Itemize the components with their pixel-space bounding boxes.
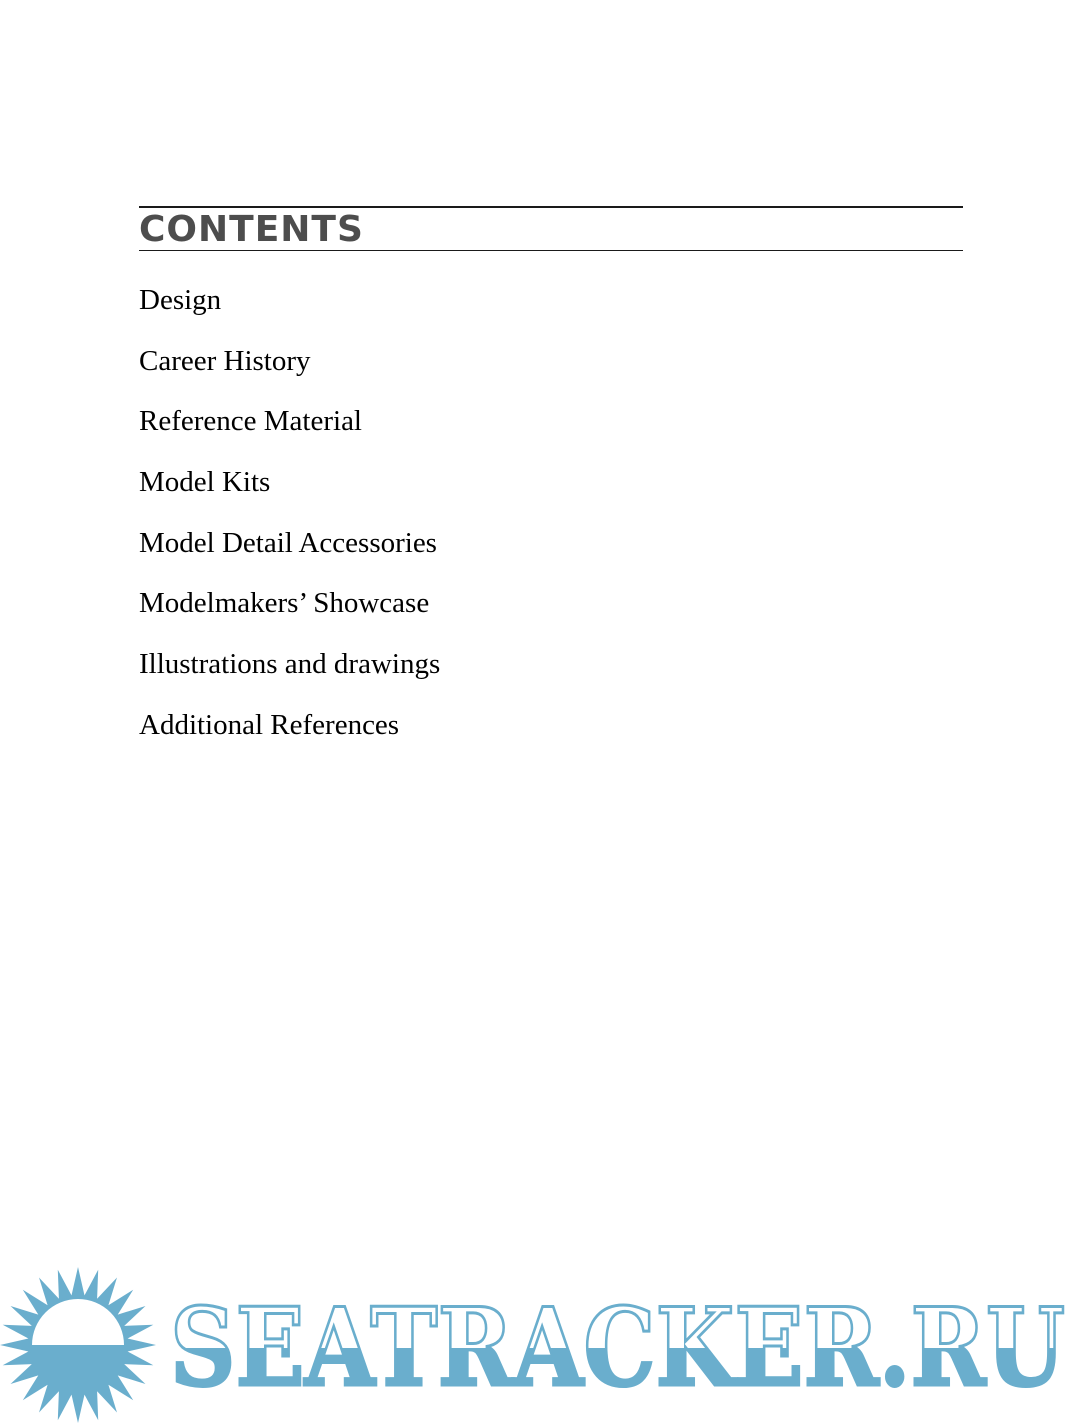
sunburst-logo-icon [0, 1267, 156, 1423]
page-title: CONTENTS [139, 209, 364, 250]
contents-header [139, 206, 963, 251]
list-item [139, 405, 440, 466]
contents-link[interactable]: Illustrations and drawings [139, 648, 441, 681]
list-item [139, 466, 440, 527]
contents-link[interactable]: Model Detail Accessories [139, 526, 437, 559]
list-item [139, 648, 440, 709]
list-item [139, 284, 440, 345]
watermark-logo [0, 1265, 1080, 1425]
watermark-text: SEATRACKER.RU [170, 1285, 1065, 1411]
contents-link[interactable]: Modelmakers’ Showcase [139, 587, 430, 620]
list-item [139, 345, 440, 406]
list-item [139, 527, 440, 588]
table-of-contents [139, 206, 963, 741]
contents-link[interactable]: Career History [139, 344, 311, 377]
contents-link[interactable]: Reference Material [139, 405, 362, 438]
contents-link[interactable]: Design [139, 284, 222, 316]
list-item [139, 587, 440, 648]
contents-list [139, 284, 440, 770]
list-item [139, 709, 440, 770]
contents-link[interactable]: Additional References [139, 708, 400, 741]
contents-link[interactable]: Model Kits [139, 466, 271, 499]
